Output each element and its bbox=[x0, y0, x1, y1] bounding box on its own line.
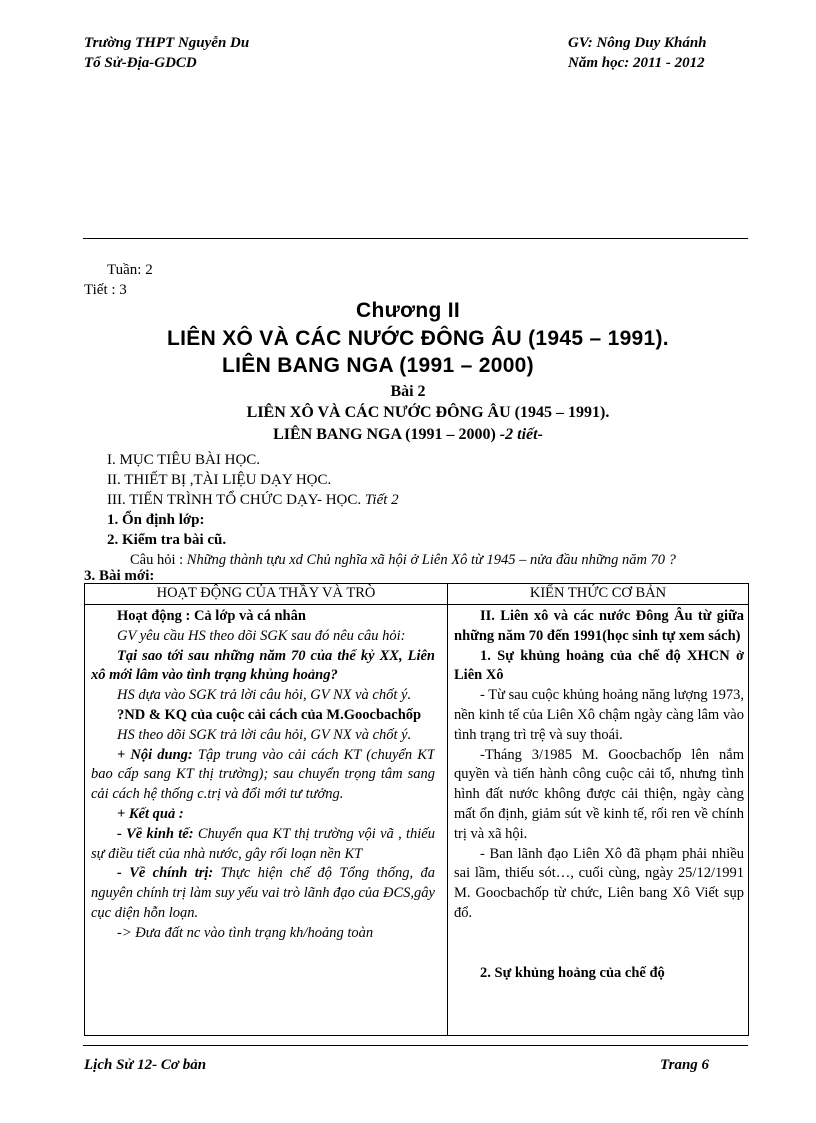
step-review: 2. Kiểm tra bài cũ. bbox=[107, 532, 227, 548]
chapter-title: Chương II bbox=[356, 299, 460, 322]
teacher-prompt: GV yêu cầu HS theo dõi SGK sau đó nêu câu hỏi: bbox=[117, 627, 406, 644]
step-new-lesson: 3. Bài mới: bbox=[84, 568, 155, 584]
paragraph-2: -Tháng 3/1985 M. Goocbachốp lên nắm quyền và tiến hành công cuộc cải tổ, nhưng tình hình đất nước không được cải thiện, ngày càng mất ổn định, giảm sút về kinh tế, rối ren về chính trị và xã hội. bbox=[454, 746, 744, 842]
result-politics: - Về chính trị: Thực hiện chế độ Tổng thống, đa nguyên chính trị làm suy yếu vai trò lãnh đạo của ĐCS,gây cục diện hỗn loạn. bbox=[91, 865, 435, 921]
result-conclusion: -> Đưa đất nc vào tình trạng kh/hoảng toàn bbox=[117, 924, 374, 941]
step-class-order: 1. Ổn định lớp: bbox=[107, 512, 205, 528]
chapter-line-1: LIÊN XÔ VÀ CÁC NƯỚC ĐÔNG ÂU (1945 – 1991). bbox=[167, 327, 669, 350]
paragraph-1: - Từ sau cuộc khủng hoảng năng lượng 1973, nền kinh tế của Liên Xô chậm ngày càng lâm vào tình trạng trì trệ và suy thoái. bbox=[454, 687, 744, 743]
outline-process: III. TIẾN TRÌNH TỔ CHỨC DẠY- HỌC. Tiết 2 bbox=[107, 492, 399, 508]
chapter-line-2: LIÊN BANG NGA (1991 – 2000) bbox=[222, 354, 534, 377]
page-number: Trang 6 bbox=[660, 1057, 710, 1073]
school-year: Năm học: 2011 - 2012 bbox=[568, 55, 705, 71]
school-name: Trường THPT Nguyễn Du bbox=[84, 35, 250, 51]
lesson-title-1: LIÊN XÔ VÀ CÁC NƯỚC ĐÔNG ÂU (1945 – 1991). bbox=[246, 404, 610, 421]
outline-equipment: II. THIẾT BỊ ,TÀI LIỆU DẠY HỌC. bbox=[107, 472, 332, 488]
footer-divider bbox=[83, 1045, 748, 1046]
review-question: Câu hỏi : Những thành tựu xd Chủ nghĩa xã hội ở Liên Xô từ 1945 – nửa đầu những năm 70 ? bbox=[130, 552, 676, 568]
subsection-2: 2. Sự khủng hoảng của chế độ bbox=[480, 964, 665, 981]
reform-content: + Nội dung: Tập trung vào cải cách KT (chuyển KT bao cấp sang KT thị trường); sau chuyển trọng tâm sang cải cách hệ thống c.trị và đổi mới tư tưởng. bbox=[91, 746, 435, 803]
teacher-name: GV: Nông Duy Khánh bbox=[568, 35, 707, 51]
question-reform: ?ND & KQ của cuộc cải cách của M.Goocbachốp bbox=[117, 706, 422, 723]
subsection-1: 1. Sự khủng hoảng của chế độ XHCN ở Liên Xô bbox=[454, 647, 744, 684]
activities-cell bbox=[85, 605, 448, 1036]
lesson-title-2: LIÊN BANG NGA (1991 – 2000) -2 tiết- bbox=[273, 426, 543, 443]
footer-subject: Lịch Sử 12- Cơ bản bbox=[84, 1057, 207, 1073]
department-name: Tổ Sử-Địa-GDCD bbox=[84, 55, 197, 71]
lesson-number: Bài 2 bbox=[390, 383, 426, 400]
week-label: Tuần: 2 bbox=[107, 262, 153, 278]
student-answer-2: HS theo dõi SGK trả lời câu hỏi, GV NX và chốt ý. bbox=[117, 726, 412, 743]
student-answer-1: HS dựa vào SGK trả lời câu hỏi, GV NX và chốt ý. bbox=[117, 687, 412, 704]
lesson-duration: -2 tiết- bbox=[499, 426, 543, 443]
lesson-table bbox=[84, 583, 749, 1036]
teacher-student-header: HOẠT ĐỘNG CỦA THẦY VÀ TRÒ bbox=[85, 584, 448, 605]
paragraph-3: - Ban lãnh đạo Liên Xô đã phạm phải nhiều sai lầm, thiếu sót…, cuối cùng, ngày 25/12/1991 M. Goocbachốp từ chức, Liên bang Xô Viết sụp đổ. bbox=[454, 845, 744, 921]
header-divider bbox=[83, 238, 748, 239]
activity-title: Hoạt động : Cả lớp và cá nhân bbox=[117, 608, 306, 624]
knowledge-header: KIẾN THỨC CƠ BẢN bbox=[448, 584, 749, 605]
question-crisis: Tại sao tới sau những năm 70 của thế kỷ XX, Liên xô mới lâm vào tình trạng khủng hoảng? bbox=[91, 647, 435, 684]
reform-result-label: + Kết quả : bbox=[117, 805, 184, 822]
knowledge-cell bbox=[448, 605, 749, 1036]
result-economy: - Về kinh tế: Chuyển qua KT thị trường vội vã , thiếu sự điều tiết của nhà nước, gây rối loạn nền KT bbox=[91, 825, 435, 862]
period-label: Tiết : 3 bbox=[84, 282, 127, 298]
section-heading: II. Liên xô và các nước Đông Âu từ giữa những năm 70 đến 1991(học sinh tự xem sách) bbox=[454, 608, 744, 644]
outline-objectives: I. MỤC TIÊU BÀI HỌC. bbox=[107, 452, 261, 468]
